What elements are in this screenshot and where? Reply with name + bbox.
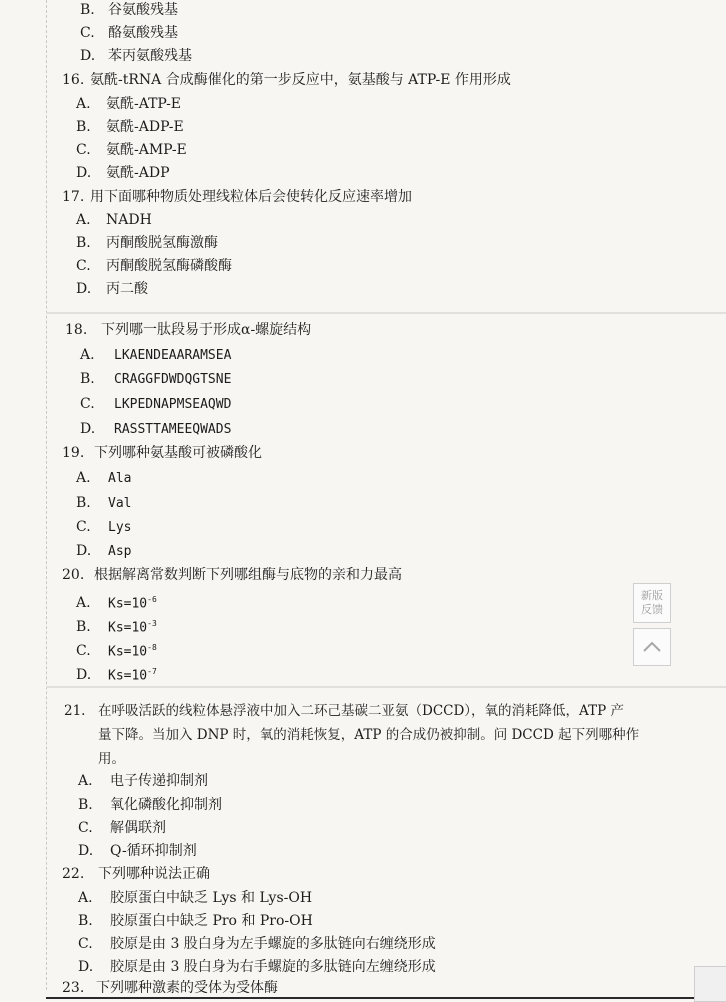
q18-option-a: A. LKAENDEAARAMSEA	[80, 347, 232, 363]
q17-stem: 17. 用下面哪种物质处理线粒体后会使转化反应速率增加	[62, 189, 412, 205]
margin-line	[46, 0, 47, 990]
corner-tab[interactable]	[694, 966, 726, 1002]
q19-option-b: B. Val	[76, 495, 132, 511]
q22-stem: 22. 下列哪种说法正确	[62, 866, 210, 882]
q16-option-c: C. 氨酰-AMP-E	[76, 142, 187, 158]
q18-option-b: B. CRAGGFDWDQGTSNE	[80, 371, 232, 387]
q17-option-d: D. 丙二酸	[76, 281, 148, 297]
feedback-button[interactable]	[633, 583, 671, 623]
q21-option-c: C. 解偶联剂	[78, 820, 166, 836]
q22-option-d: D. 胶原是由 3 股白身为右手螺旋的多肽链向左缠绕形成	[78, 959, 436, 975]
q22-option-a: A. 胶原蛋白中缺乏 Lys 和 Lys-OH	[78, 890, 313, 906]
q15-option-d: D. 苯丙氨酸残基	[80, 48, 192, 64]
q17-option-a: A. NADH	[76, 212, 152, 228]
chevron-up-icon	[634, 629, 670, 665]
q19-stem: 19. 下列哪种氨基酸可被磷酸化	[62, 445, 262, 461]
q21-option-b: B. 氧化磷酸化抑制剂	[78, 797, 222, 813]
q19-option-a: A. Ala	[76, 470, 132, 486]
q15-option-c: C. 酪氨酸残基	[80, 25, 178, 41]
q17-option-c: C. 丙酮酸脱氢酶磷酸酶	[76, 258, 232, 274]
feedback-label-line-2: 反馈	[641, 603, 663, 616]
feedback-label-line-1: 新版	[641, 589, 663, 602]
q21-stem-line-3: 用。	[98, 751, 125, 767]
q22-option-b: B. 胶原蛋白中缺乏 Pro 和 Pro-OH	[78, 913, 313, 929]
q17-option-b: B. 丙酮酸脱氢酶激酶	[76, 235, 218, 251]
q20-option-c: C. $Ks=10^{-8}$	[76, 643, 157, 660]
q20-stem: 20. 根据解离常数判断下列哪组酶与底物的亲和力最高	[62, 567, 402, 583]
q21-option-a: A. 电子传递抑制剂	[78, 773, 208, 789]
q20-option-b: B. $Ks=10^{-3}$	[76, 619, 157, 636]
page-seam-2	[46, 686, 726, 688]
q16-option-b: B. 氨酰-ADP-E	[76, 119, 184, 135]
q20-option-a: A. $Ks=10^{-6}$	[76, 595, 157, 612]
q22-option-c: C. 胶原是由 3 股白身为左手螺旋的多肽链向右缠绕形成	[78, 936, 436, 952]
q18-stem: 18. 下列哪一肽段易于形成α-螺旋结构	[65, 322, 312, 338]
q21-option-d: D. Q-循环抑制剂	[78, 843, 197, 859]
bottom-rule	[46, 997, 718, 999]
q21-stem-line-1: 21. 在呼吸活跃的线粒体悬浮液中加入二环己基碳二亚氨（DCCD），氧的消耗降低，ATP 产	[64, 703, 624, 719]
page-seam-1	[46, 312, 726, 314]
q19-option-d: D. Asp	[76, 543, 132, 559]
q20-option-d: D. $Ks=10^{-7}$	[76, 667, 157, 684]
q16-stem: 16. 氨酰-tRNA 合成酶催化的第一步反应中，氨基酸与 ATP-E 作用形成	[62, 72, 511, 88]
q23-stem: 23. 下列哪种激素的受体为受体酶	[62, 980, 278, 996]
q16-option-d: D. 氨酰-ADP	[76, 165, 170, 181]
q16-option-a: A. 氨酰-ATP-E	[76, 96, 182, 112]
q15-option-b: B. 谷氨酸残基	[80, 2, 178, 18]
q18-option-d: D. RASSTTAMEEQWADS	[80, 421, 232, 437]
q21-stem-line-2: 量下降。当加入 DNP 时，氧的消耗恢复，ATP 的合成仍被抑制。问 DCCD 起下列哪种作	[98, 727, 640, 743]
q19-option-c: C. Lys	[76, 519, 132, 535]
scroll-to-top-button[interactable]	[633, 628, 671, 666]
q18-option-c: C. LKPEDNAPMSEAQWD	[80, 396, 232, 412]
